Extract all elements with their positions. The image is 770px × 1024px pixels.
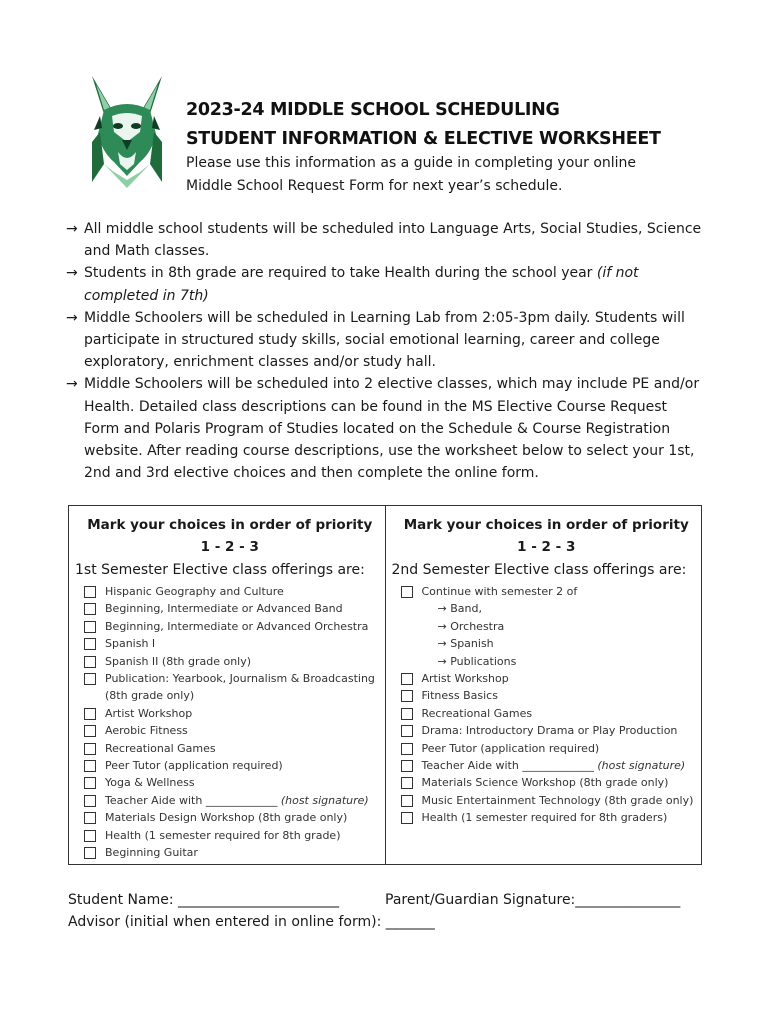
- option-label: Hispanic Geography and Culture: [105, 585, 284, 598]
- elective-option: [392, 618, 702, 635]
- info-bullet: [66, 218, 706, 262]
- elective-option: [75, 687, 385, 704]
- option-italic-note: (host signature): [280, 793, 369, 807]
- semester-1-column: [69, 506, 386, 864]
- option-label: Drama: Introductory Drama or Play Production: [421, 724, 678, 738]
- parent-signature-field[interactable]: Parent/Guardian Signature:_______________: [385, 892, 681, 908]
- checkbox[interactable]: [401, 725, 413, 737]
- semester-1-priority: 1 - 2 - 3: [200, 539, 259, 555]
- checkbox[interactable]: [84, 586, 96, 598]
- option-label: Peer Tutor (application required): [421, 741, 600, 755]
- checkbox[interactable]: [401, 743, 413, 755]
- elective-option[interactable]: [392, 687, 702, 704]
- elective-option[interactable]: [75, 705, 385, 722]
- option-italic-note: (host signature): [597, 759, 686, 773]
- option-label: Spanish I: [105, 637, 156, 651]
- elective-option[interactable]: [392, 740, 702, 757]
- checkbox[interactable]: [84, 795, 96, 807]
- bullet-text: Students in 8th grade are required to take Health during the school year: [84, 265, 597, 282]
- option-label: Continue with semester 2 of: [421, 585, 578, 598]
- option-label: Beginning, Intermediate or Advanced Band: [105, 602, 343, 616]
- title-line-1: 2023-24 MIDDLE SCHOOL SCHEDULING: [186, 100, 560, 120]
- arrow-icon: →: [66, 376, 78, 393]
- semester-1-heading: Mark your choices in order of priority: [87, 517, 373, 533]
- option-label: Aerobic Fitness: [105, 724, 188, 738]
- spacer: [401, 656, 413, 668]
- checkbox[interactable]: [84, 708, 96, 720]
- elective-option[interactable]: [75, 774, 385, 791]
- spacer: [84, 690, 96, 702]
- option-label: Spanish II (8th grade only): [105, 654, 252, 668]
- checkbox[interactable]: [84, 743, 96, 755]
- option-label: Music Entertainment Technology (8th grade only): [421, 793, 694, 807]
- checkbox[interactable]: [84, 830, 96, 842]
- checkbox[interactable]: [84, 603, 96, 615]
- elective-option[interactable]: [392, 670, 702, 687]
- elective-option[interactable]: [392, 792, 702, 809]
- elective-option[interactable]: [392, 774, 702, 791]
- option-label: → Publications: [437, 654, 517, 668]
- checkbox[interactable]: [401, 795, 413, 807]
- checkbox[interactable]: [84, 621, 96, 633]
- option-label: Health (1 semester required for 8th graders): [421, 811, 668, 825]
- semester-2-options: [392, 583, 702, 827]
- option-label: Beginning Guitar: [105, 846, 198, 860]
- option-label: Materials Science Workshop (8th grade only): [421, 776, 669, 790]
- elective-option[interactable]: [75, 809, 385, 826]
- checkbox[interactable]: [401, 777, 413, 789]
- bullet-text: Middle Schoolers will be scheduled into 2 elective classes, which may include PE and/or Health. Detailed class descriptions can be found in the MS Elective Course Request Form and Polaris Program of Studies located on the Schedule & Course Registration website. After reading course descriptions, use the worksheet below to select your 1st, 2nd and 3rd elective choices and then complete the online form.: [84, 376, 700, 482]
- checkbox[interactable]: [401, 812, 413, 824]
- elective-option[interactable]: [75, 722, 385, 739]
- document-title: [186, 96, 661, 154]
- elective-option: [392, 600, 702, 617]
- option-label: Recreational Games: [105, 741, 216, 755]
- checkbox[interactable]: [84, 760, 96, 772]
- checkbox[interactable]: [401, 690, 413, 702]
- arrow-icon: →: [66, 221, 78, 237]
- option-label: → Band,: [437, 602, 482, 616]
- wolf-logo: [82, 72, 172, 190]
- elective-option[interactable]: [392, 809, 702, 826]
- info-bullets: [66, 218, 706, 484]
- option-label: Yoga & Wellness: [105, 776, 195, 790]
- bullet-text: All middle school students will be scheduled into Language Arts, Social Studies, Science and Math classes.: [84, 221, 702, 260]
- info-bullet: [66, 307, 706, 374]
- elective-option[interactable]: [392, 705, 702, 722]
- elective-option: [392, 653, 702, 670]
- semester-2-heading: Mark your choices in order of priority: [403, 517, 689, 533]
- info-bullet: [66, 262, 706, 306]
- bullet-text: Middle Schoolers will be scheduled in Learning Lab from 2:05-3pm daily. Students will participate in structured study skills, social emotional learning, career and college exploratory, enrichment classes and/or study hall.: [84, 309, 685, 371]
- arrow-icon: →: [66, 309, 78, 326]
- spacer: [401, 638, 413, 650]
- checkbox[interactable]: [84, 725, 96, 737]
- option-label: Teacher Aide with _____________: [105, 793, 281, 807]
- elective-option[interactable]: [75, 740, 385, 757]
- student-name-field[interactable]: Student Name: _______________________: [68, 892, 340, 908]
- bullet-italic-note: (if not completed in 7th): [84, 265, 639, 304]
- option-label: Publication: Yearbook, Journalism & Broadcasting: [105, 672, 375, 686]
- checkbox[interactable]: [84, 656, 96, 668]
- intro-text: [186, 152, 706, 198]
- elective-option: [392, 635, 702, 652]
- checkbox[interactable]: [401, 586, 413, 598]
- option-label: Artist Workshop: [421, 672, 509, 686]
- elective-option[interactable]: [392, 722, 702, 739]
- elective-option[interactable]: [392, 583, 702, 600]
- semester-1-subheading: 1st Semester Elective class offerings are:: [75, 562, 365, 578]
- advisor-initial-field[interactable]: Advisor (initial when entered in online form): _______: [68, 914, 435, 930]
- checkbox[interactable]: [84, 812, 96, 824]
- elective-option[interactable]: [75, 827, 385, 844]
- checkbox[interactable]: [401, 708, 413, 720]
- option-label: Teacher Aide with _____________: [421, 759, 598, 773]
- option-label: (8th grade only): [105, 689, 195, 703]
- semester-2-subheading: 2nd Semester Elective class offerings are:: [391, 562, 687, 578]
- option-label: Fitness Basics: [421, 689, 498, 703]
- option-label: Beginning, Intermediate or Advanced Orchestra: [105, 619, 369, 633]
- checkbox[interactable]: [401, 760, 413, 772]
- elective-worksheet: [68, 505, 702, 865]
- elective-option[interactable]: [75, 653, 385, 670]
- checkbox[interactable]: [84, 847, 96, 859]
- arrow-icon: →: [66, 265, 78, 282]
- spacer: [401, 603, 413, 615]
- option-label: Peer Tutor (application required): [105, 759, 283, 773]
- elective-option[interactable]: [392, 757, 702, 774]
- elective-option[interactable]: [75, 757, 385, 774]
- checkbox[interactable]: [401, 673, 413, 685]
- semester-1-options: [75, 583, 385, 862]
- checkbox[interactable]: [84, 673, 96, 685]
- semester-2-column: [386, 506, 702, 864]
- elective-option[interactable]: [75, 792, 385, 809]
- info-bullet: [66, 373, 706, 484]
- semester-2-priority: 1 - 2 - 3: [517, 539, 576, 555]
- option-label: Materials Design Workshop (8th grade only): [105, 811, 348, 825]
- elective-option[interactable]: [75, 844, 385, 861]
- title-line-2: STUDENT INFORMATION & ELECTIVE WORKSHEET: [186, 129, 661, 149]
- elective-option[interactable]: [75, 635, 385, 652]
- checkbox[interactable]: [84, 777, 96, 789]
- intro-line-1: Please use this information as a guide in completing your online: [186, 155, 637, 171]
- checkbox[interactable]: [84, 638, 96, 650]
- elective-option[interactable]: [75, 583, 385, 600]
- intro-line-2: Middle School Request Form for next year’s schedule.: [186, 178, 563, 194]
- elective-option[interactable]: [75, 670, 385, 687]
- option-label: → Spanish: [437, 637, 494, 651]
- option-label: Health (1 semester required for 8th grade): [105, 828, 341, 842]
- option-label: Artist Workshop: [105, 706, 193, 720]
- elective-option[interactable]: [75, 600, 385, 617]
- spacer: [401, 621, 413, 633]
- option-label: Recreational Games: [421, 706, 533, 720]
- option-label: → Orchestra: [437, 619, 505, 633]
- elective-option[interactable]: [75, 618, 385, 635]
